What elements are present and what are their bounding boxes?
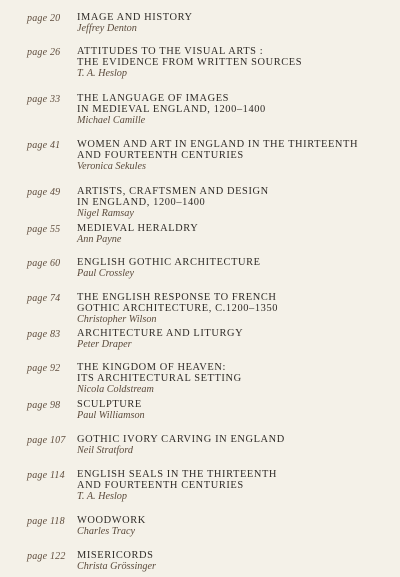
entry-title: THE ENGLISH RESPONSE TO FRENCH xyxy=(77,292,277,303)
page-number: page 60 xyxy=(27,258,61,269)
entry-author: Paul Crossley xyxy=(77,268,135,279)
page-number: page 26 xyxy=(27,47,61,58)
entry-author: Ann Payne xyxy=(77,234,122,245)
entry-body xyxy=(77,292,395,325)
entry-author: Christopher Wilson xyxy=(77,314,157,325)
entry-body xyxy=(77,434,395,456)
page-number: page 83 xyxy=(27,329,61,340)
entry-body xyxy=(77,469,395,502)
entry-author: Peter Draper xyxy=(77,339,132,350)
page-number: page 20 xyxy=(27,13,61,24)
entry-title: IMAGE AND HISTORY xyxy=(77,12,193,23)
entry-title: WOMEN AND ART IN ENGLAND IN THE THIRTEENTH xyxy=(77,139,359,150)
entry-body xyxy=(77,139,395,172)
entry-author: Paul Williamson xyxy=(77,410,145,421)
entry-title: ARTISTS, CRAFTSMEN AND DESIGN xyxy=(77,186,269,197)
entry-author: Neil Stratford xyxy=(77,445,133,456)
entry-body xyxy=(77,515,395,537)
entry-author: Jeffrey Denton xyxy=(77,23,137,34)
page-number: page 114 xyxy=(27,470,65,481)
entry-author: T. A. Heslop xyxy=(77,491,127,502)
page-number: page 74 xyxy=(27,293,61,304)
entry-title: AND FOURTEENTH CENTURIES xyxy=(77,480,244,491)
entry-title: MEDIEVAL HERALDRY xyxy=(77,223,199,234)
entry-title: IN MEDIEVAL ENGLAND, 1200–1400 xyxy=(77,104,266,115)
entry-body xyxy=(77,46,395,79)
entry-title: ARCHITECTURE AND LITURGY xyxy=(77,328,244,339)
entry-title: ENGLISH SEALS IN THE THIRTEENTH xyxy=(77,469,277,480)
page-number: page 33 xyxy=(27,94,61,105)
page-number: page 41 xyxy=(27,140,61,151)
entry-author: Charles Tracy xyxy=(77,526,136,537)
entry-body xyxy=(77,186,395,219)
entry-title: GOTHIC ARCHITECTURE, C.1200–1350 xyxy=(77,303,279,314)
entry-body xyxy=(77,550,395,572)
entry-author: Veronica Sekules xyxy=(77,161,146,172)
entry-author: T. A. Heslop xyxy=(77,68,127,79)
entry-author: Nigel Ramsay xyxy=(77,208,134,219)
entry-title: AND FOURTEENTH CENTURIES xyxy=(77,150,244,161)
entry-title: MISERICORDS xyxy=(77,550,154,561)
entry-title: ITS ARCHITECTURAL SETTING xyxy=(77,373,242,384)
entry-author: Nicola Coldstream xyxy=(77,384,154,395)
entry-body xyxy=(77,12,395,34)
page-number: page 98 xyxy=(27,400,61,411)
page-number: page 107 xyxy=(27,435,66,446)
page-number: page 49 xyxy=(27,187,61,198)
page-number: page 55 xyxy=(27,224,61,235)
entry-body xyxy=(77,257,395,279)
entry-title: THE EVIDENCE FROM WRITTEN SOURCES xyxy=(77,57,303,68)
entry-title: ENGLISH GOTHIC ARCHITECTURE xyxy=(77,257,261,268)
entry-author: Christa Grössinger xyxy=(77,561,156,572)
entry-body xyxy=(77,362,395,395)
entry-title: THE LANGUAGE OF IMAGES xyxy=(77,93,230,104)
entry-title: IN ENGLAND, 1200–1400 xyxy=(77,197,206,208)
entry-author: Michael Camille xyxy=(77,115,146,126)
entry-title: GOTHIC IVORY CARVING IN ENGLAND xyxy=(77,434,285,445)
entry-body xyxy=(77,93,395,126)
entry-body xyxy=(77,399,395,421)
entry-title: THE KINGDOM OF HEAVEN: xyxy=(77,362,226,373)
entry-title: WOODWORK xyxy=(77,515,146,526)
entry-body xyxy=(77,223,395,245)
page-number: page 122 xyxy=(27,551,66,562)
page-number: page 118 xyxy=(27,516,65,527)
entry-title: SCULPTURE xyxy=(77,399,142,410)
page-number: page 92 xyxy=(27,363,61,374)
entry-title: ATTITUDES TO THE VISUAL ARTS : xyxy=(77,46,264,57)
entry-body xyxy=(77,328,395,350)
